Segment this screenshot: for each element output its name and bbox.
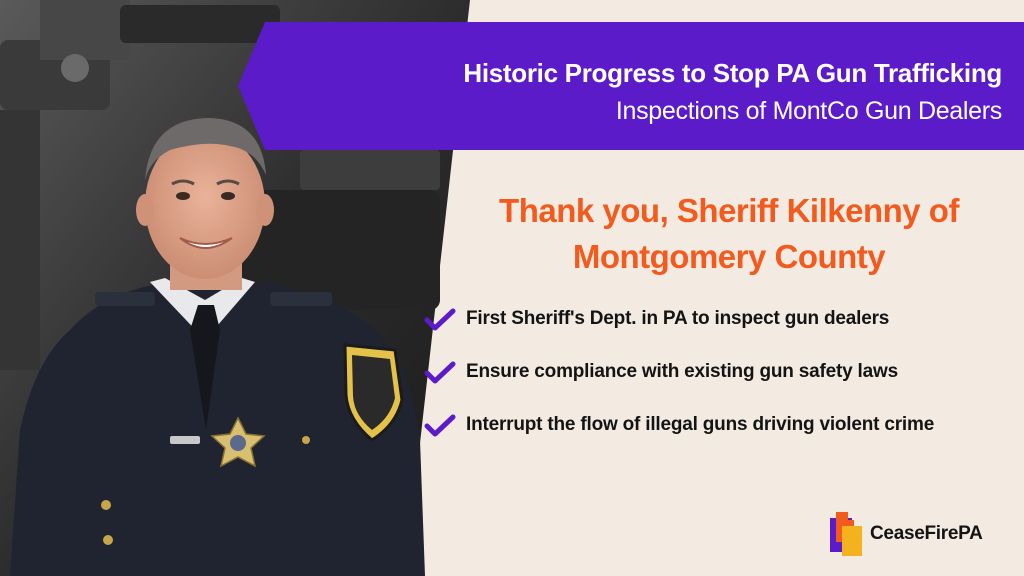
checkmark-icon [424,414,456,438]
checkmark-icon [424,361,456,385]
list-item [424,306,1004,332]
ceasefirepa-logo [826,512,1012,556]
list-item-text: Ensure compliance with existing gun safety laws [466,361,898,382]
logo-wordmark: CeaseFirePA [870,523,983,544]
list-item [424,359,1004,385]
banner-title: Historic Progress to Stop PA Gun Trafficking [463,58,1002,88]
ceasefirepa-logo-mark [826,512,866,556]
thank-you-heading [452,188,1006,280]
banner-subtitle: Inspections of MontCo Gun Dealers [615,97,1002,125]
list-item-text: Interrupt the flow of illegal guns driving violent crime [466,414,935,435]
thank-you-line-2: Montgomery County [572,238,886,275]
checkmark-icon [424,308,456,332]
list-item [424,412,1004,438]
accomplishments-list [424,306,1004,438]
list-item-text: First Sheriff's Dept. in PA to inspect gun dealers [466,308,890,329]
thank-you-line-1: Thank you, Sheriff Kilkenny of [499,192,959,229]
